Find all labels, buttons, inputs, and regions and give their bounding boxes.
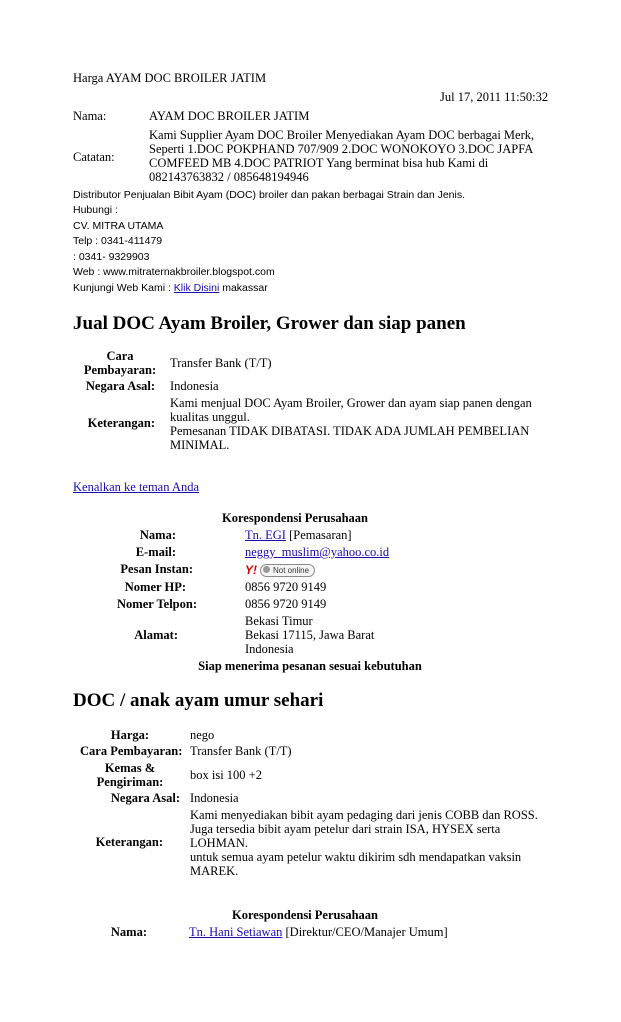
keterangan-line: untuk semua ayam petelur waktu dikirim sdh mendapatkan vaksin <box>190 850 522 864</box>
catatan-label: Catatan: <box>73 150 115 164</box>
visit-prefix: Kunjungi Web Kami : <box>73 282 174 294</box>
email-link[interactable]: neggy_muslim@yahoo.co.id <box>245 545 390 559</box>
corr-email-label: E-mail: <box>135 545 176 559</box>
nama-label: Nama: <box>73 109 107 123</box>
distributor-line: : 0341- 9329903 <box>73 251 150 263</box>
online-status-badge <box>260 564 315 577</box>
catatan-line: 082143763832 / 085648194946 <box>149 170 309 184</box>
contact-role: [Direktur/CEO/Manajer Umum] <box>282 925 448 939</box>
visit-line <box>73 281 268 296</box>
contact-name-link[interactable]: Tn. EGI <box>245 528 286 542</box>
korespondensi-title: Korespondensi Perusahaan <box>222 511 368 525</box>
keterangan-line: MINIMAL. <box>170 438 230 452</box>
negara-value: Indonesia <box>170 379 219 393</box>
keterangan-line: LOHMAN. <box>190 836 248 850</box>
keterangan-line: MAREK. <box>190 864 239 878</box>
keterangan-line: Juga tersedia bibit ayam petelur dari strain ISA, HYSEX serta <box>190 822 501 836</box>
status-dot-icon <box>263 566 270 573</box>
corr-alamat-label: Alamat: <box>134 628 178 642</box>
section-heading: DOC / anak ayam umur sehari <box>73 690 324 711</box>
yahoo-messenger-status[interactable] <box>245 561 315 578</box>
keterangan-label: Keterangan: <box>87 416 155 430</box>
distributor-line: Hubungi : <box>73 204 118 216</box>
cara-label: Cara Pembayaran: <box>80 744 183 758</box>
distributor-line: Web : www.mitraternakbroiler.blogspot.com <box>73 266 275 278</box>
page-title: Harga AYAM DOC BROILER JATIM <box>73 71 267 85</box>
alamat-line: Bekasi 17115, Jawa Barat <box>245 628 375 642</box>
klik-disini-link[interactable]: Klik Disini <box>173 282 220 294</box>
corr-nama-label: Nama: <box>139 528 176 542</box>
alamat-line: Indonesia <box>245 642 294 656</box>
keterangan-line: Pemesanan TIDAK DIBATASI. TIDAK ADA JUMLAH PEMBELIAN <box>170 424 530 438</box>
visit-suffix: makassar <box>219 282 268 294</box>
catatan-line: COMFEED MB 4.DOC PATRIOT Yang berminat bisa hub Kami di <box>149 156 489 170</box>
corr-telp-value: 0856 9720 9149 <box>245 597 327 611</box>
cara-label: Pembayaran: <box>83 363 157 377</box>
distributor-line: Telp : 0341-411479 <box>73 235 163 247</box>
kemas-value: box isi 100 +2 <box>190 768 262 782</box>
corr-hp-value: 0856 9720 9149 <box>245 580 327 594</box>
harga-value: nego <box>190 728 215 742</box>
datetime: Jul 17, 2011 11:50:32 <box>440 90 549 104</box>
corr-nama <box>189 925 448 940</box>
contact-role: [Pemasaran] <box>285 528 352 542</box>
corr-footer: Siap menerima pesanan sesuai kebutuhan <box>198 659 422 673</box>
corr-hp-label: Nomer HP: <box>124 580 186 594</box>
kemas-label: Kemas & <box>104 761 156 775</box>
section-heading: Jual DOC Ayam Broiler, Grower dan siap panen <box>73 313 466 334</box>
corr-pesan-label: Pesan Instan: <box>120 562 193 576</box>
corr-nama <box>245 528 352 543</box>
catatan-line: Kami Supplier Ayam DOC Broiler Menyediakan Ayam DOC berbagai Merk, <box>149 128 535 142</box>
contact-name-link[interactable]: Tn. Hani Setiawan <box>189 925 283 939</box>
alamat-line: Bekasi Timur <box>245 614 313 628</box>
cara-value: Transfer Bank (T/T) <box>170 356 272 370</box>
distributor-line: CV. MITRA UTAMA <box>73 220 164 232</box>
keterangan-line: Kami menjual DOC Ayam Broiler, Grower dan ayam siap panen dengan <box>170 396 532 410</box>
yahoo-messenger-icon: Y! <box>245 563 257 578</box>
keterangan-line: Kami menyediakan bibit ayam pedaging dari jenis COBB dan ROSS. <box>190 808 538 822</box>
cara-value: Transfer Bank (T/T) <box>190 744 292 758</box>
catatan-line: Seperti 1.DOC POKPHAND 707/909 2.DOC WONOKOYO 3.DOC JAPFA <box>149 142 534 156</box>
nama-value: AYAM DOC BROILER JATIM <box>149 109 310 123</box>
share-link[interactable]: Kenalkan ke teman Anda <box>73 480 199 494</box>
corr-telp-label: Nomer Telpon: <box>117 597 197 611</box>
online-status-text: Not online <box>273 565 310 575</box>
cara-label: Cara <box>106 349 134 363</box>
korespondensi-title: Korespondensi Perusahaan <box>232 908 378 922</box>
kemas-label: Pengiriman: <box>96 775 164 789</box>
negara-label: Negara Asal: <box>110 791 180 805</box>
corr-nama-label: Nama: <box>110 925 147 939</box>
distributor-line: Distributor Penjualan Bibit Ayam (DOC) broiler dan pakan berbagai Strain dan Jenis. <box>73 189 466 201</box>
negara-value: Indonesia <box>190 791 239 805</box>
keterangan-line: kualitas unggul. <box>170 410 250 424</box>
harga-label: Harga: <box>110 728 150 742</box>
keterangan-label: Keterangan: <box>95 835 163 849</box>
negara-label: Negara Asal: <box>85 379 155 393</box>
